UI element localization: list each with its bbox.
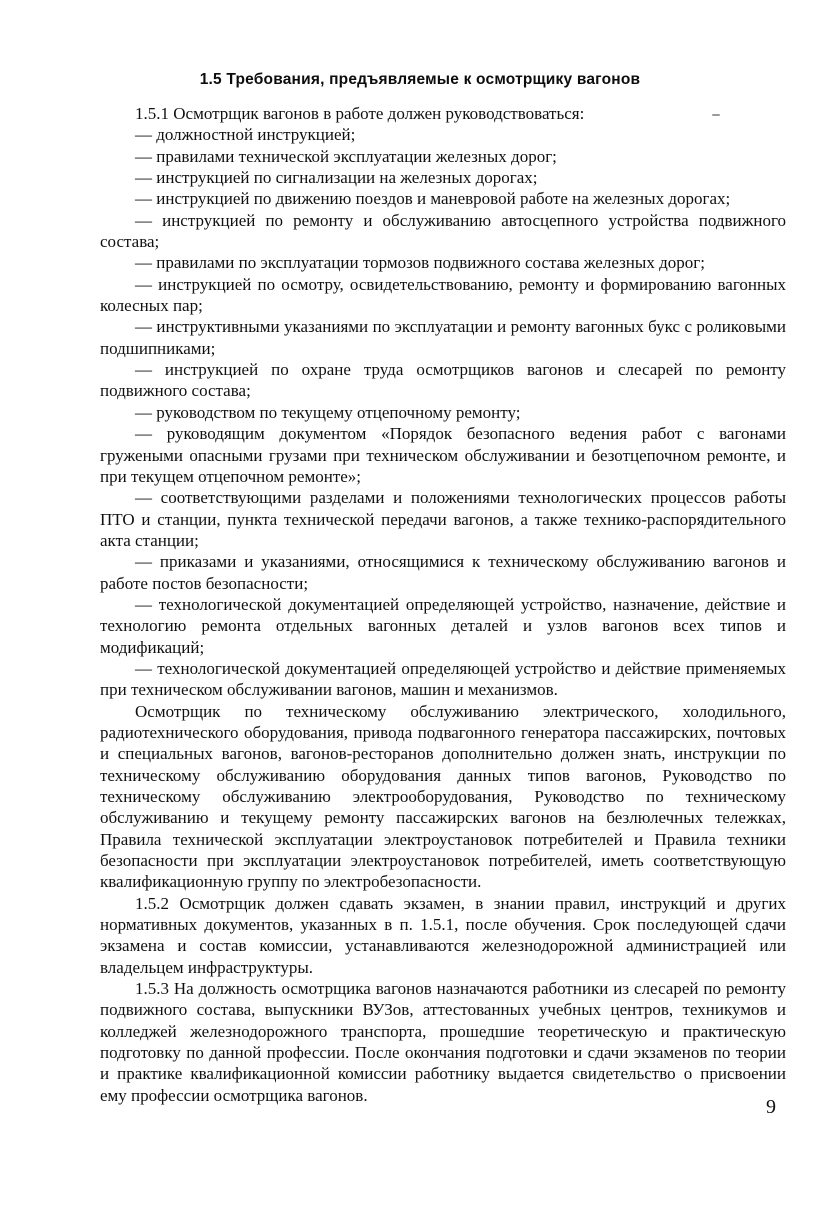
paragraph-1.5.2: 1.5.2 Осмотрщик должен сдавать экзамен, в знании правил, инструкций и других нормативных документов, указанных в п. 1.5.1, после обучения. Срок последующей сдачи экзамена и состав комиссии, устанавливаются железнодорожной администрацией или владельцем инфраструктуры. <box>100 893 786 977</box>
list-item: — правилами по эксплуатации тормозов подвижного состава железных дорог; <box>135 253 705 273</box>
section-title: 1.5 Требования, предъявляемые к осмотрщику вагонов <box>199 71 641 89</box>
list-item: — инструкцией по сигнализации на железных дорогах; <box>135 168 538 188</box>
list-item: — руководящим документом «Порядок безопасного ведения работ с вагонами гружеными опасными грузами при техническом обслуживании и безотцепочном ремонте, и при текущем отцепочном ремонте»; <box>100 424 786 486</box>
list-item: — технологической документацией определяющей устройство и действие применяемых при техническом обслуживании вагонов, машин и механизмов. <box>100 658 786 700</box>
page-number: 9 <box>766 1096 776 1118</box>
list-item: — инструкцией по охране труда осмотрщиков вагонов и слесарей по ремонту подвижного состава; <box>100 360 786 401</box>
paragraph-1.5.1-intro: 1.5.1 Осмотрщик вагонов в работе должен руководствоваться: <box>135 104 585 123</box>
paragraph-additional-requirements: Осмотрщик по техническому обслуживанию электрического, холодильного, радиотехнического оборудования, привода подвагонного генератора пассажирских, почтовых и специальных вагонов, вагонов-ресторанов дополнительно должен знать, инструкции по техническому обслуживанию оборудования данных типов вагонов, Руководство по техническому обслуживанию электрооборудования, Руководство по техническому обслуживанию и текущему ремонту пассажирских вагонов на безлюлечных тележках, Правила технической эксплуатации электроустановок потребителей и Правила техники безопасности при эксплуатации электроустановок потребителей, иметь соответствующую квалификационную группу по электробезопасности. <box>100 701 786 892</box>
document-body <box>100 103 786 1106</box>
list-item: — должностной инструкцией; <box>135 125 356 145</box>
list-item: — инструктивными указаниями по эксплуатации и ремонту вагонных букс с роликовыми подшипниками; <box>100 317 786 358</box>
list-item: — технологической документацией определяющей устройство, назначение, действие и технологию ремонта отдельных вагонных деталей и узлов вагонов всех типов и модификаций; <box>100 594 786 657</box>
list-item: — руководством по текущему отцепочному ремонту; <box>135 402 521 422</box>
list-item: — инструкцией по движению поездов и маневровой работе на железных дорогах; <box>135 189 731 209</box>
list-item: — приказами и указаниями, относящимися к техническому обслуживанию вагонов и работе постов безопасности; <box>100 552 786 593</box>
list-item: — соответствующими разделами и положениями технологических процессов работы ПТО и станции, пункта технической передачи вагонов, а также технико-распорядительного акта станции; <box>100 488 786 550</box>
list-item: — инструкцией по осмотру, освидетельствованию, ремонту и формированию вагонных колесных пар; <box>100 274 786 316</box>
list-item: — правилами технической эксплуатации железных дорог; <box>135 146 557 166</box>
list-item: — инструкцией по ремонту и обслуживанию автосцепного устройства подвижного состава; <box>100 210 786 252</box>
paragraph-1.5.3: 1.5.3 На должность осмотрщика вагонов назначаются работники из слесарей по ремонту подвижного состава, выпускники ВУЗов, аттестованных учебных центров, техникумов и колледжей железнодорожного транспорта, прошедшие теоретическую и практическую подготовку по данной профессии. После окончания подготовки и сдачи экзаменов по теории и практике квалификационной комиссии работнику выдается свидетельство о присвоении ему профессии осмотрщика вагонов. <box>100 979 786 1105</box>
